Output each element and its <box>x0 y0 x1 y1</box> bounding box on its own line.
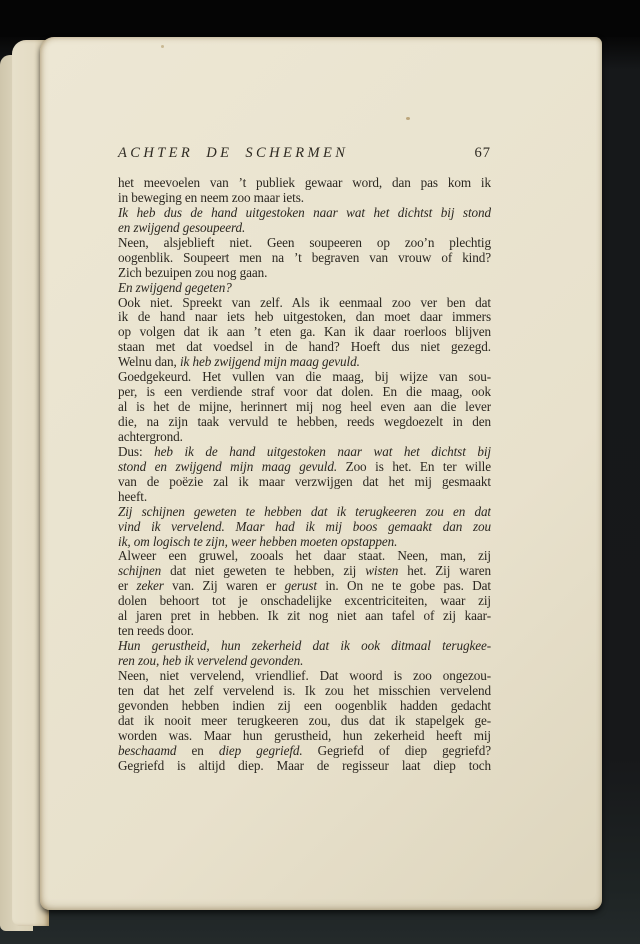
text-line <box>118 549 491 564</box>
text-segment: Hun gerustheid, hun zekerheid dat ik ook ditmaal terugkee- <box>118 639 491 654</box>
text-segment: Ook niet. Spreekt van zelf. Als ik eenmaal zoo ver ben dat <box>118 295 491 310</box>
text-segment: En zwijgend gegeten? <box>118 280 232 295</box>
text-segment: staan met dat voedsel in de hand? Hoeft dus niet gezegd. <box>118 340 491 355</box>
text-segment: Neen, alsjeblieft niet. Geen soupeeren op zoo’n plechtig <box>118 235 491 250</box>
text-segment: van. Zij waren er <box>163 579 285 594</box>
text-line <box>118 266 491 281</box>
text-line <box>118 370 491 385</box>
text-segment: Neen, niet vervelend, vriendlief. Dat woord is zoo ongezou- <box>118 668 491 683</box>
text-segment: het meevoelen van ’t publiek gewaar word, dan pas kom ik <box>118 176 491 190</box>
text-line <box>118 206 491 221</box>
text-segment: schijnen <box>118 564 162 579</box>
text-line <box>118 699 491 714</box>
text-line <box>118 400 491 415</box>
text-segment: heeft. <box>118 489 148 504</box>
text-line <box>118 251 491 266</box>
text-segment: gevonden hebben indien zij een oogenblik hadden gedacht <box>118 698 491 713</box>
text-line <box>118 520 491 535</box>
text-segment: in. On ne te gobe pas. Dat <box>316 579 491 594</box>
text-line <box>118 505 491 520</box>
text-segment: Alweer een gruwel, zooals het daar staat. Neen, man, zij <box>118 549 491 564</box>
text-line <box>118 236 491 251</box>
text-segment: diep gegriefd. <box>218 743 303 758</box>
text-segment: zeker <box>136 579 164 594</box>
text-segment: Zoo is het. En ter wille <box>337 459 491 474</box>
text-segment: heb ik de hand uitgestoken naar wat het dichtst bij <box>154 444 491 459</box>
text-segment: achtergrond. <box>118 429 183 444</box>
text-line <box>118 355 491 370</box>
running-head <box>118 145 491 163</box>
text-line <box>118 415 491 430</box>
text-line <box>118 609 491 624</box>
text-line <box>118 654 491 669</box>
text-segment: die, na zijn taak vervuld te hebben, reeds wegdoezelt in den <box>118 415 491 429</box>
text-line <box>118 684 491 699</box>
text-line <box>118 579 491 594</box>
photo-background-top <box>0 0 640 37</box>
text-line <box>118 624 491 639</box>
text-segment: gerust <box>284 579 317 594</box>
text-segment: op volgen dat ik aan ’t eten ga. Kan ik daar roerloos blijven <box>118 325 491 340</box>
text-line <box>118 490 491 505</box>
text-segment: worden was. Maar hun gerustheid, hun zekerheid heeft mij <box>118 728 491 743</box>
text-line <box>118 340 491 355</box>
text-line <box>118 445 491 460</box>
text-segment: wisten <box>365 564 399 579</box>
text-line <box>118 564 491 579</box>
text-segment: vind ik vervelend. Maar had ik mij boos gemaakt dan zou <box>118 519 491 534</box>
text-segment: al jaren pret in hebben. Ik zit nog niet aan tafel of zij kaar- <box>118 609 491 624</box>
text-segment: per, is een verdiende straf voor dat dolen. En die maag, ook <box>118 385 491 400</box>
text-line <box>118 325 491 340</box>
text-line <box>118 729 491 744</box>
text-segment: ten reeds door. <box>118 624 194 639</box>
text-segment: dat ik nooit meer terugkeeren zou, dus dat ik stapelgek ge- <box>118 713 491 728</box>
text-line <box>118 714 491 729</box>
text-line <box>118 430 491 445</box>
text-line <box>118 759 491 774</box>
text-segment: stond en zwijgend mijn maag gevuld. <box>118 459 338 474</box>
text-line <box>118 639 491 654</box>
book-page <box>40 37 602 910</box>
text-segment: oogenblik. Soupeert men na ’t begraven van vrouw of kind? <box>118 250 491 265</box>
text-segment: Ik heb dus de hand uitgestoken naar wat het dichtst bij stond <box>118 205 491 220</box>
text-line <box>118 176 491 191</box>
text-line <box>118 460 491 475</box>
text-segment: er <box>118 579 137 594</box>
text-line <box>118 296 491 311</box>
text-segment: Gegriefd of diep gegriefd? <box>302 743 491 758</box>
text-line <box>118 594 491 609</box>
text-segment: ik de hand naar iets heb uitgestoken, dan moet daar immers <box>118 310 491 325</box>
text-segment: en <box>176 743 219 758</box>
text-segment: ik, om logisch te zijn, weer hebben moeten opstappen. <box>118 534 398 549</box>
text-segment: ren zou, heb ik vervelend gevonden. <box>118 654 304 668</box>
text-segment: Zij schijnen geweten te hebben dat ik terugkeeren zou en dat <box>118 504 491 519</box>
text-line <box>118 191 491 206</box>
text-line <box>118 475 491 490</box>
text-line <box>118 669 491 684</box>
text-segment: beschaamd <box>118 743 177 758</box>
foxing-speck <box>406 117 410 120</box>
text-segment: dat niet geweten te hebben, zij <box>161 564 366 579</box>
text-segment: al is het de mijne, herinnert mij nog heel even aan die lever <box>118 400 491 415</box>
text-segment: dolen behoort tot je onschadelijke excentriciteiten, waar zij <box>118 594 491 609</box>
text-segment: in beweging en neem zoo maar iets. <box>118 190 304 205</box>
chapter-title: ACHTER DE SCHERMEN <box>118 145 349 161</box>
text-segment: en zwijgend gesoupeerd. <box>118 220 246 235</box>
text-segment: Gegriefd is altijd diep. Maar de regisseur laat diep toch <box>118 758 491 773</box>
foxing-speck <box>161 45 164 48</box>
text-block <box>118 176 491 774</box>
text-line <box>118 310 491 325</box>
text-segment: Goedgekeurd. Het vullen van die maag, bij wijze van sou- <box>118 370 491 385</box>
text-segment: ten dat het zelf vervelend is. Ik zou het misschien vervelend <box>118 683 491 698</box>
text-segment: Zich bezuipen zou nog gaan. <box>118 265 268 280</box>
page-number: 67 <box>474 145 491 161</box>
text-segment: ik heb zwijgend mijn maag gevuld. <box>179 355 360 370</box>
text-line <box>118 281 491 296</box>
text-segment: van de poëzie zal ik maar verzwijgen dat het mij gesmaakt <box>118 474 491 489</box>
text-segment: het. Zij waren <box>398 564 491 579</box>
text-line <box>118 744 491 759</box>
text-segment: Dus: <box>118 444 155 459</box>
text-line <box>118 535 491 550</box>
text-segment: Welnu dan, <box>118 355 180 370</box>
text-line <box>118 385 491 400</box>
text-line <box>118 221 491 236</box>
